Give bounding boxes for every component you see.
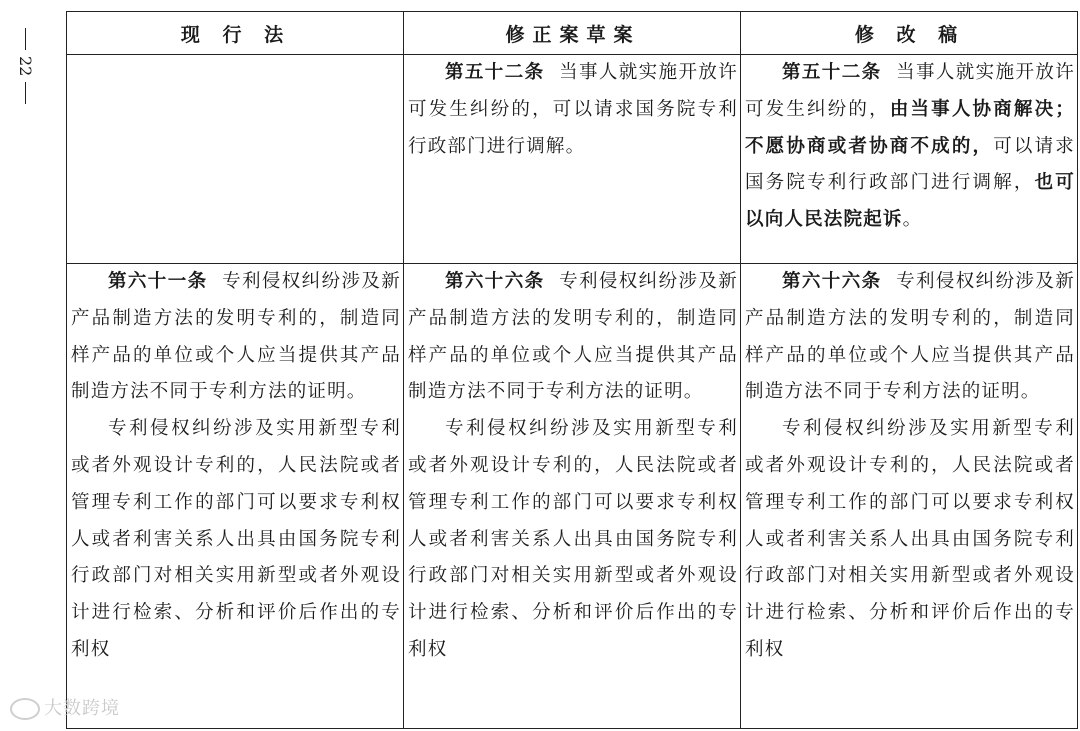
cell-content [71,264,401,724]
watermark-text: 大数跨境 [44,698,120,719]
header-row [67,12,1078,55]
header-draft-amendment: 修正案草案 [404,12,741,55]
article-text: 。 [902,209,923,231]
article-number: 第五十二条 [782,62,882,83]
header-revised-draft: 修 改 稿 [741,12,1078,55]
table-row [67,55,1078,264]
article-number: 第六十一条 [108,271,208,292]
paragraph [408,55,738,165]
article-text: 专利侵权纠纷涉及新产品制造方法的发明专利的，制造同样产品的单位或个人应当提供其产品制造方法不同于专利方法的证明。 [71,271,401,403]
cell-current-article-61 [67,264,404,729]
page-number-dash-bottom [25,82,26,104]
cell-revised-article-66 [741,264,1078,729]
table-row [67,264,1078,729]
paragraph: 专利侵权纠纷涉及实用新型专利或者外观设计专利的，人民法院或者管理专利工作的部门可以要求专利权人或者利害关系人出具由国务院专利行政部门对相关实用新型或者外观设计进行检索、分析和评价后作出的专利权 [745,418,1075,660]
cell-draft-article-52 [404,55,741,264]
article-text: 当事人就实施开放许可发生纠纷的，可以请求国务院专利行政部门进行调解。 [408,62,738,157]
cell-content [408,264,738,724]
watermark [10,694,120,720]
header-current-law: 现 行 法 [67,12,404,55]
article-number: 第六十六条 [782,271,882,292]
page-number-dash-top [25,28,26,50]
paragraph [745,264,1075,411]
watermark-logo-icon [10,698,40,720]
cell-draft-article-66 [404,264,741,729]
paragraph [408,264,738,411]
cell-revised-article-52 [741,55,1078,264]
paragraph [745,55,1075,239]
article-number: 第六十六条 [445,271,545,292]
paragraph: 专利侵权纠纷涉及实用新型专利或者外观设计专利的，人民法院或者管理专利工作的部门可以要求专利权人或者利害关系人出具由国务院专利行政部门对相关实用新型或者外观设计进行检索、分析和评价后作出的专利权 [408,418,738,660]
paragraph: 专利侵权纠纷涉及实用新型专利或者外观设计专利的，人民法院或者管理专利工作的部门可以要求专利权人或者利害关系人出具由国务院专利行政部门对相关实用新型或者外观设计进行检索、分析和评价后作出的专利权 [71,418,401,660]
cell-current-law-empty [67,55,404,264]
page-number-value: 22 [16,56,35,77]
article-number: 第五十二条 [445,62,545,83]
comparison-table [66,11,1078,729]
amended-text: 由当事人协商解决；不愿协商或者协商不成的， [745,98,1075,157]
paragraph [71,264,401,411]
article-text: 专利侵权纠纷涉及新产品制造方法的发明专利的，制造同样产品的单位或个人应当提供其产品制造方法不同于专利方法的证明。 [745,271,1075,403]
article-text: 专利侵权纠纷涉及新产品制造方法的发明专利的，制造同样产品的单位或个人应当提供其产品制造方法不同于专利方法的证明。 [408,271,738,403]
article-text: 可以请求国务院专利行政部门进行调解， [745,135,1075,194]
cell-content [745,264,1075,724]
amended-text: 也可以向人民法院起诉 [745,172,1075,231]
page-number [14,28,36,104]
article-text: 当事人就实施开放许可发生纠纷的， [745,62,1075,120]
